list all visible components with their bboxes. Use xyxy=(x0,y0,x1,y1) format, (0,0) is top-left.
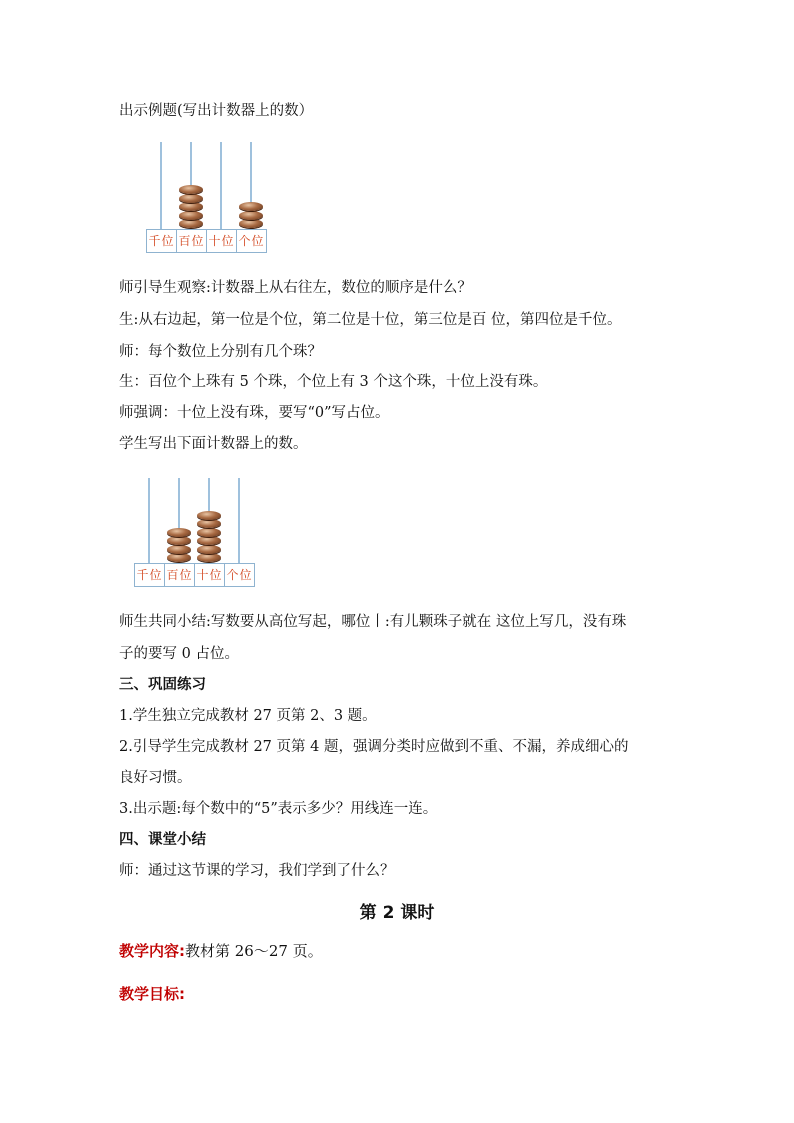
abacus-bead xyxy=(179,194,203,203)
abacus-bead xyxy=(167,536,191,545)
example-intro: 出示例题(写出计数器上的数） xyxy=(119,103,314,119)
lesson-title: 第 2 课时 xyxy=(359,903,435,923)
abacus-rod xyxy=(220,142,222,229)
abacus-bead xyxy=(179,211,203,220)
abacus-bead xyxy=(197,519,221,528)
student-answer-beads: 生：百位个上珠有 5 个珠，个位上有 3 个这个珠，十位上没有珠。 xyxy=(119,374,548,390)
section-heading-practice: 三、巩固练习 xyxy=(119,677,206,693)
abacus-bead xyxy=(179,219,203,228)
teaching-content xyxy=(119,941,323,961)
abacus-rod xyxy=(160,142,162,229)
summary-question: 师：通过这节课的学习，我们学到了什么？ xyxy=(119,863,395,879)
place-value-labels xyxy=(134,563,255,587)
abacus-bead xyxy=(197,545,221,554)
teacher-question-beads: 师：每个数位上分别有几个珠？ xyxy=(119,344,322,360)
practice-item-2: 2.引导学生完成教材 27 页第 4 题，强调分类时应做到不重、不漏，养成细心的 xyxy=(119,739,629,755)
abacus-bead xyxy=(179,185,203,194)
teacher-question-order: 师引导生观察:计数器上从右往左，数位的顺序是什么？ xyxy=(119,280,472,296)
abacus-bead xyxy=(239,211,263,220)
label-tens: 十位 xyxy=(207,230,237,252)
label-thousands: 千位 xyxy=(147,230,177,252)
teaching-goals-label: 教学目标: xyxy=(119,985,185,1003)
abacus-bead xyxy=(197,536,221,545)
teaching-content-label: 教学内容: xyxy=(119,942,185,960)
abacus-bead xyxy=(167,528,191,537)
label-ones: 个位 xyxy=(238,234,265,248)
label-ones: 个位 xyxy=(226,568,253,582)
abacus-rod xyxy=(238,478,240,563)
abacus-bead xyxy=(197,511,221,520)
label-tens: 十位 xyxy=(195,564,225,586)
practice-item-3: 3.出示题:每个数中的“5”表示多少？用线连一连。 xyxy=(119,801,438,817)
abacus-rod xyxy=(148,478,150,563)
student-answer-order: 生:从右边起，第一位是个位，第二位是十位，第三位是百 位，第四位是千位。 xyxy=(119,312,622,328)
abacus-bead xyxy=(197,528,221,537)
abacus-bead xyxy=(197,553,221,562)
student-task: 学生写出下面计数器上的数。 xyxy=(119,436,308,452)
summary-line-2: 子的要写 0 占位。 xyxy=(119,646,239,662)
practice-item-2-cont: 良好习惯。 xyxy=(119,770,192,786)
abacus-bead xyxy=(239,219,263,228)
section-heading-summary: 四、课堂小结 xyxy=(119,832,206,848)
counter-abacus-example xyxy=(146,142,296,254)
label-hundreds: 百位 xyxy=(177,230,207,252)
abacus-bead xyxy=(179,202,203,211)
practice-item-1: 1.学生独立完成教材 27 页第 2、3 题。 xyxy=(119,708,377,724)
teaching-content-text: 教材第 26～27 页。 xyxy=(185,942,323,960)
abacus-bead xyxy=(167,553,191,562)
abacus-bead xyxy=(167,545,191,554)
teaching-goals xyxy=(119,984,185,1004)
summary-line-1: 师生共同小结:写数要从高位写起，哪位丨:有儿颗珠子就在 这位上写几，没有珠 xyxy=(119,614,627,630)
place-value-labels xyxy=(146,229,267,253)
counter-abacus-exercise xyxy=(134,478,284,590)
label-hundreds: 百位 xyxy=(165,564,195,586)
teacher-emphasis: 师强调：十位上没有珠，要写“0”写占位。 xyxy=(119,405,390,421)
abacus-bead xyxy=(239,202,263,211)
label-thousands: 千位 xyxy=(135,564,165,586)
